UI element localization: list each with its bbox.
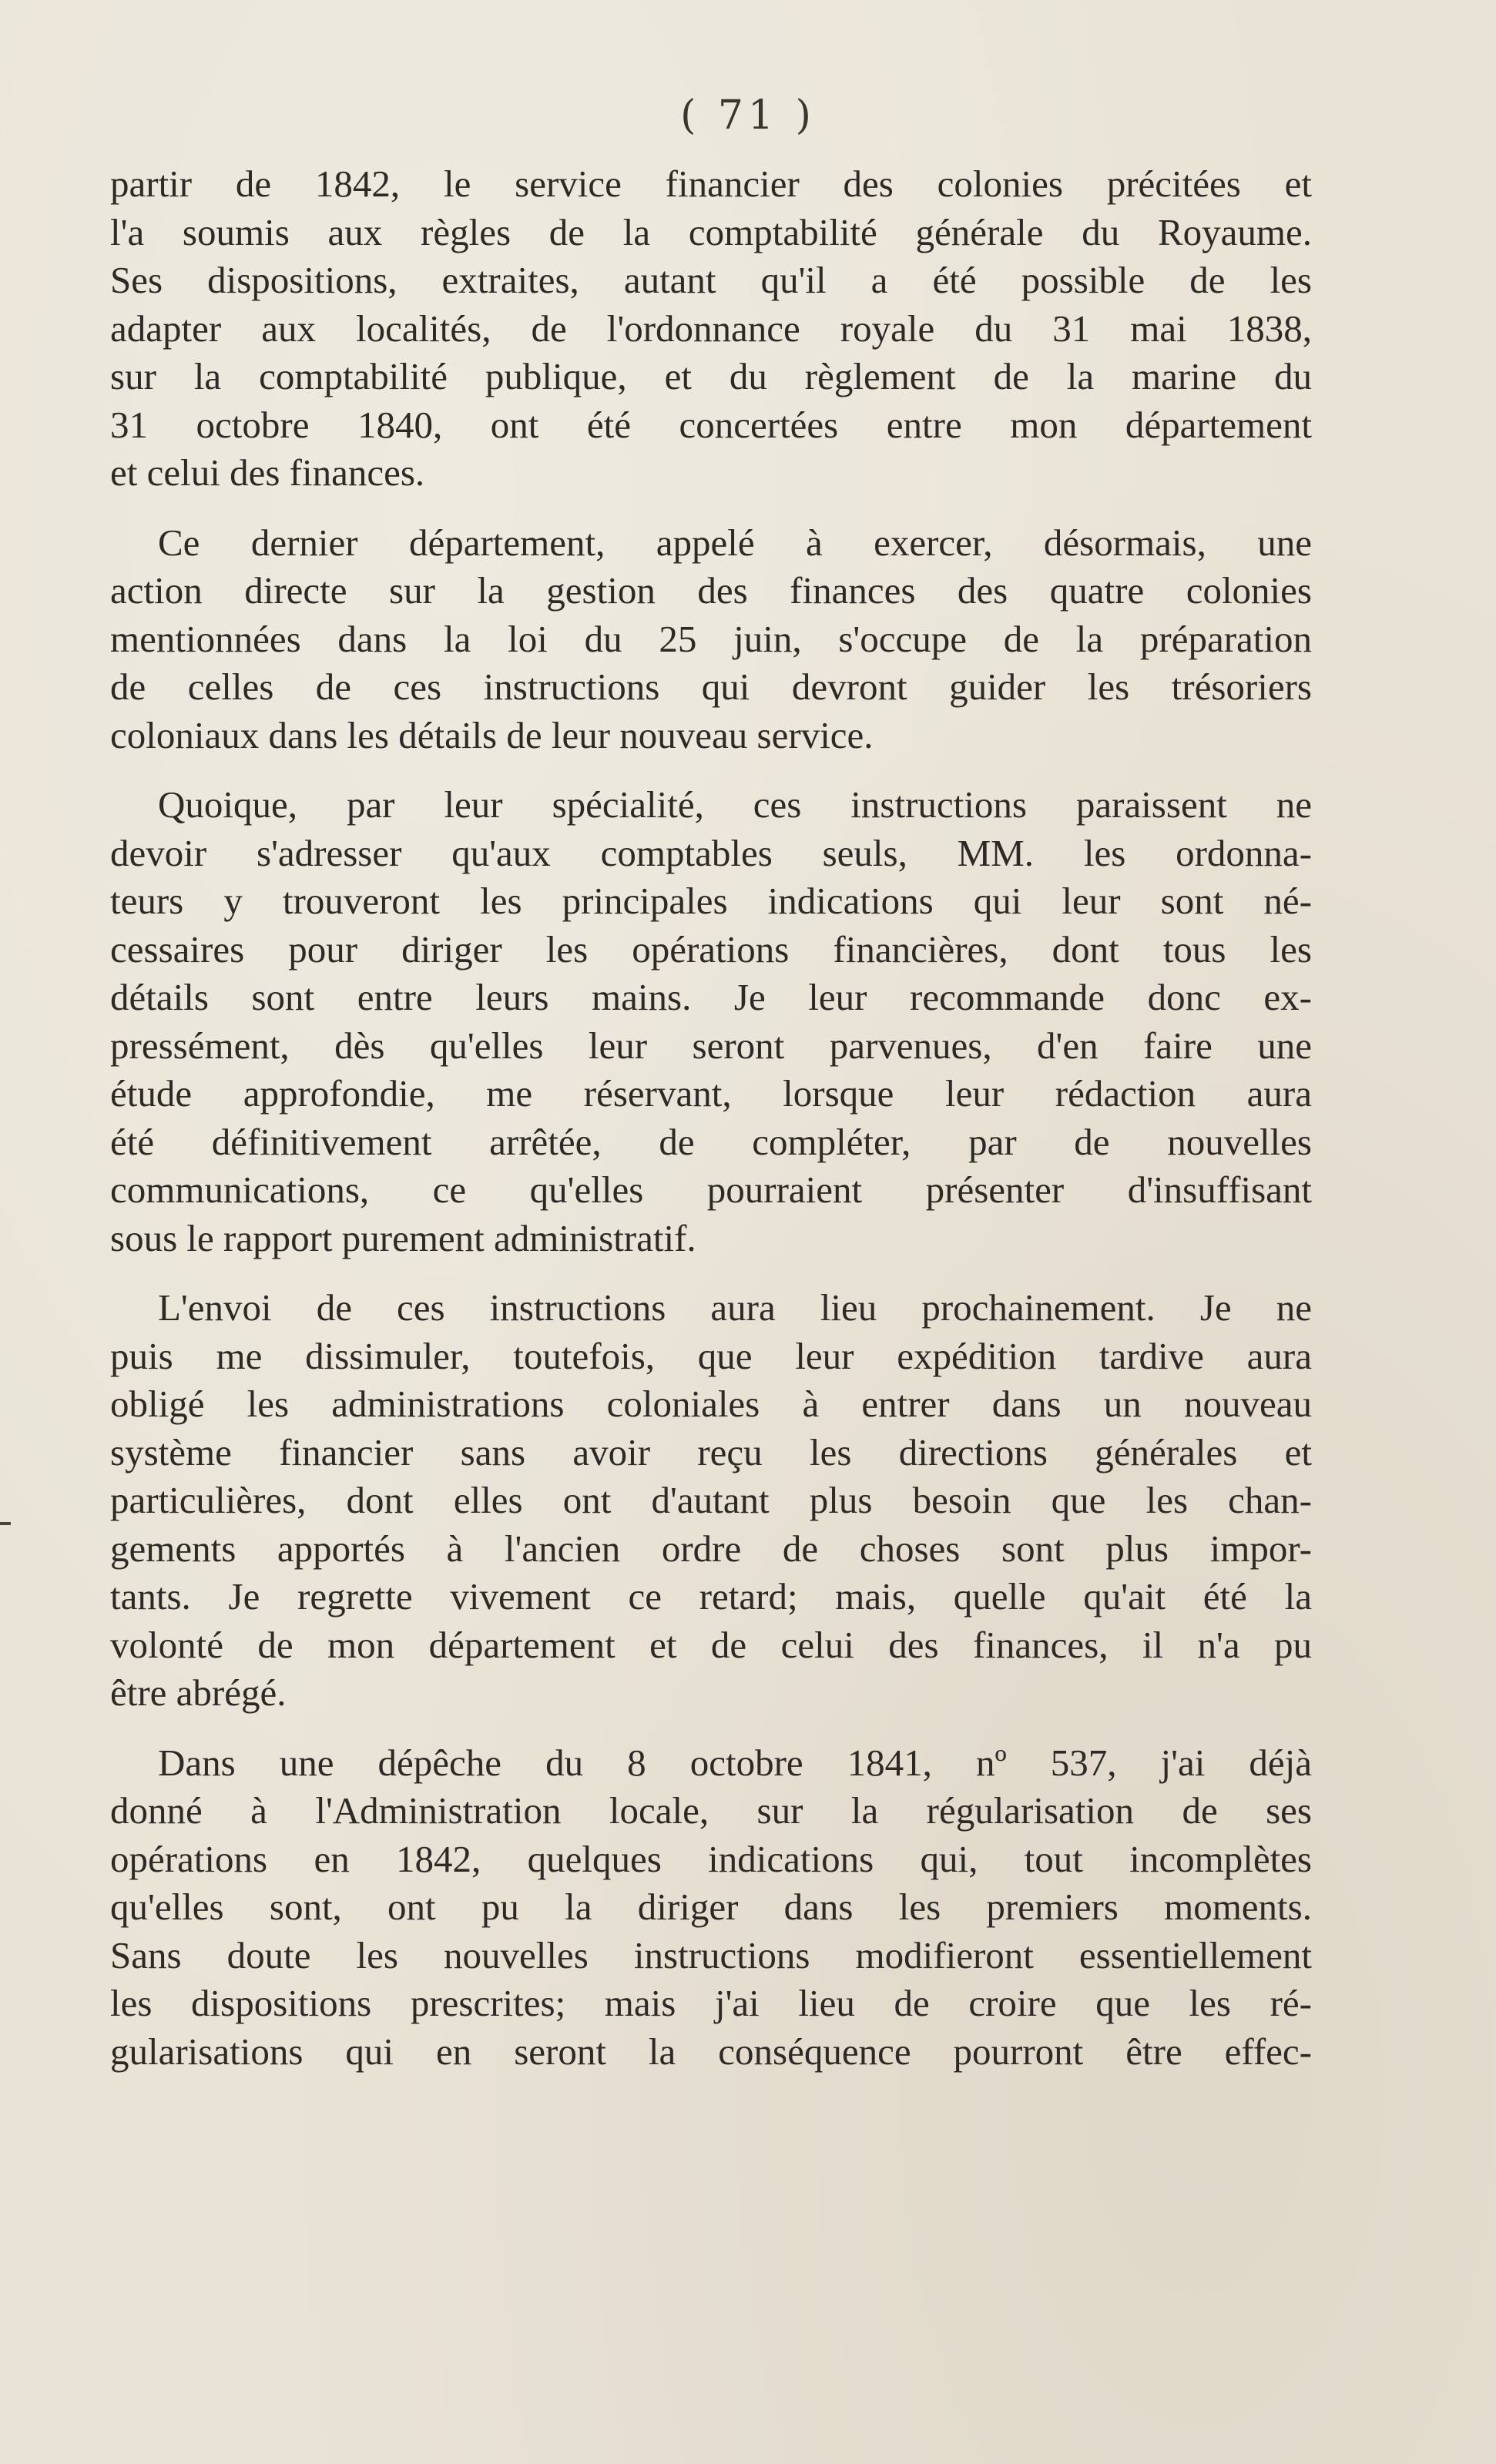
text-line: partir de 1842, le service financier des colonies précitées et — [110, 163, 1312, 205]
paragraph-4 — [110, 1284, 1312, 1718]
text-line: Ce dernier département, appelé à exercer, désormais, une — [158, 521, 1312, 564]
text-line: été définitivement arrêtée, de compléter, par de nouvelles — [110, 1120, 1312, 1163]
text-line: 31 octobre 1840, ont été concertées entre mon département — [110, 403, 1312, 446]
text-line: opérations en 1842, quelques indications qui, tout incomplètes — [110, 1837, 1312, 1880]
text-line: adapter aux localités, de l'ordonnance royale du 31 mai 1838, — [110, 307, 1312, 350]
text-line: gularisations qui en seront la conséquence pourront être effec- — [110, 2030, 1312, 2073]
text-line: cessaires pour diriger les opérations financières, dont tous les — [110, 927, 1312, 971]
text-line: volonté de mon département et de celui des finances, il n'a pu — [110, 1623, 1312, 1666]
text-line: tants. Je regrette vivement ce retard; mais, quelle qu'ait été la — [110, 1575, 1312, 1618]
text-line: devoir s'adresser qu'aux comptables seuls, MM. les ordonna- — [110, 831, 1312, 874]
text-line: l'a soumis aux règles de la comptabilité générale du Royaume. — [110, 210, 1312, 253]
text-line: Sans doute les nouvelles instructions modifieront essentiellement — [110, 1933, 1312, 1976]
text-line: teurs y trouveront les principales indications qui leur sont né- — [110, 880, 1312, 922]
text-line: communications, ce qu'elles pourraient présenter d'insuffisant — [110, 1168, 1312, 1211]
text-line: mentionnées dans la loi du 25 juin, s'occupe de la préparation — [110, 617, 1312, 660]
text-line: coloniaux dans les détails de leur nouveau service. — [110, 713, 874, 756]
text-line: et celui des finances. — [110, 451, 425, 494]
text-line: L'envoi de ces instructions aura lieu prochainement. Je ne — [158, 1286, 1312, 1329]
text-line: de celles de ces instructions qui devront guider les trésoriers — [110, 665, 1312, 708]
text-line: être abrégé. — [110, 1671, 287, 1714]
text-line: sous le rapport purement administratif. — [110, 1216, 696, 1259]
text-line: étude approfondie, me réservant, lorsque leur rédaction aura — [110, 1072, 1312, 1115]
text-line: particulières, dont elles ont d'autant plus besoin que les chan- — [110, 1479, 1312, 1521]
text-line: système financier sans avoir reçu les directions générales et — [110, 1430, 1312, 1473]
text-line: Quoique, par leur spécialité, ces instructions paraissent ne — [158, 783, 1312, 826]
paragraph-3 — [110, 781, 1312, 1262]
text-line: détails sont entre leurs mains. Je leur recommande donc ex- — [110, 976, 1312, 1018]
text-line: Dans une dépêche du 8 octobre 1841, nº 537, j'ai déjà — [158, 1741, 1312, 1784]
text-line: gements apportés à l'ancien ordre de choses sont plus impor- — [110, 1527, 1312, 1570]
text-line: les dispositions prescrites; mais j'ai lieu de croire que les ré- — [110, 1982, 1312, 2024]
paragraph-5 — [110, 1739, 1312, 2077]
margin-mark — [0, 1522, 11, 1525]
text-line: qu'elles sont, ont pu la diriger dans les premiers moments. — [110, 1886, 1312, 1928]
text-line: action directe sur la gestion des finances des quatre colonies — [110, 569, 1312, 612]
text-line: puis me dissimuler, toutefois, que leur expédition tardive aura — [110, 1334, 1312, 1377]
text-line: obligé les administrations coloniales à entrer dans un nouveau — [110, 1383, 1312, 1425]
text-line: Ses dispositions, extraites, autant qu'il a été possible de les — [110, 259, 1312, 301]
paragraph-1 — [110, 160, 1312, 498]
text-line: pressément, dès qu'elles leur seront parvenues, d'en faire une — [110, 1024, 1312, 1067]
body-text — [110, 160, 1312, 2097]
text-line: sur la comptabilité publique, et du règlement de la marine du — [110, 355, 1312, 397]
page-number: ( 71 ) — [680, 92, 816, 139]
text-line: donné à l'Administration locale, sur la régularisation de ses — [110, 1789, 1312, 1832]
paragraph-2 — [110, 519, 1312, 760]
